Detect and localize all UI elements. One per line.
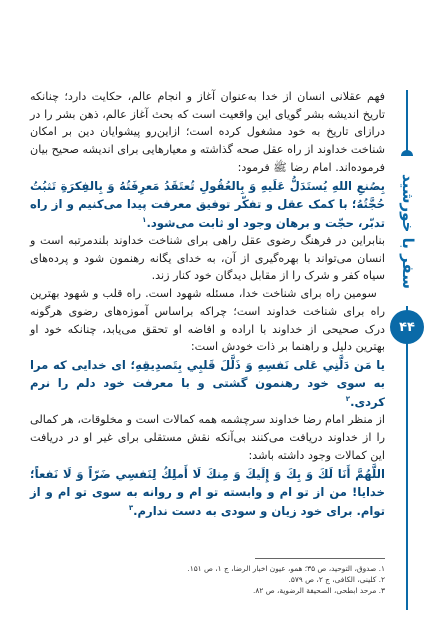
footnote-ref-1: ۱ <box>142 215 147 224</box>
quote-2-text: يا مَن دَلَّنِي عَلى نَفسِهِ وَ ذَلَّلَ قَلبِي بِتَصدِيقِهِ؛ ای خدایی که مرا به سوی خود رهنمون گشتی و با معرفت خود دلم را نرم کردی. <box>30 357 385 409</box>
footnote-ref-3: ۳ <box>128 503 134 512</box>
footnote-3: ۳. مرحد ابطحی، الصحیفة الرضویة، ص ۸۲. <box>253 586 385 596</box>
page-number: ۴۴ <box>399 319 415 335</box>
paragraph-4-text: از منظر امام رضا خداوند سرچشمه همه کمالات است و مخلوقات، هر کمالی را از خداوند دریافت می‌کنند بی‌آنکه نقش مستقلی برای غیر او در دریافت این کمالات وجود داشته باشد: <box>30 413 385 462</box>
footnote-1: ۱. صدوق، التوحید، ص ۳۵؛ همو، عیون اخبار الرضا، ج ۱، ص ۱۵۱. <box>187 564 385 573</box>
quote-1 <box>30 177 385 233</box>
running-head <box>396 156 420 306</box>
running-head-title: سفر با خورشید <box>399 173 417 289</box>
quote-3-text: اللَّهُمَّ أَنَا لَكَ وَ بِكَ وَ إِلَيكَ وَ مِنكَ لَا أَملِكُ لِنَفسِي ضَرّاً وَ لَا نَفعاً؛ خدایا! من از تو ام و وابسته تو ام و روانه به سوی تو ام و از توام. برای خود زیان و سودی به دست ندارم. <box>30 466 385 518</box>
footnote-separator <box>255 558 385 559</box>
footnote-2: ۲. کلینی، الکافی، ج ۲، ص ۵۷۹. <box>288 575 385 585</box>
quote-1-text: بِصُنعِ اللهِ يُستَدَلُّ عَلَيهِ وَ بِالعُقُولِ تُعتَقَدُ مَعرِفَتُهُ وَ بِالفِكرَةِ تَثبُتُ حُجَّتُهُ؛ با کمک عقل و تفکّر توفیق معرفت پیدا می‌کنیم و از راه تدبّر، حجّت و برهان وجود او ثابت می‌شود. <box>30 178 385 230</box>
main-text <box>30 88 385 520</box>
quote-2 <box>30 356 385 412</box>
footnotes <box>60 563 385 597</box>
footnote-ref-2: ۲ <box>345 395 351 404</box>
paragraph-3 <box>30 285 385 356</box>
paragraph-2 <box>30 232 385 285</box>
paragraph-4 <box>30 411 385 464</box>
paragraph-1-text: فهم عقلانی انسان از خدا به‌عنوان آغاز و انجام عالم، حکایت دارد؛ چنانکه تاریخ اندیشه بشر گویای این واقعیت است که بحث آغاز عالم، ذهن بشر را در درازای تاریخ به خود مشغول کرده است؛ ازاین‌رو پیشوایان دین بر امکان شناخت خداوند از راه عقل صحه گذاشته و معیارهایی برای اندیشه صحیح بیان فرموده‌اند. امام رضا <box>30 90 385 174</box>
salutation-mark-1: ﷺ <box>273 160 291 174</box>
paragraph-1-end: فرمود: <box>237 160 274 174</box>
page-number-badge <box>390 310 424 344</box>
paragraph-3-text: سومین راه برای شناخت خدا، مسئله شهود است. راه قلب و شهود بهترین راه برای شناخت خداوند است؛ چراکه براساس آموزه‌های رضوی هرگونه درک صحیحی از خداوند با اراده و افاضه او تحقق می‌یابد، چنانکه خود او بهترین دلیل و راهنما بر ذات خودش است: <box>30 287 385 354</box>
quote-3 <box>30 465 385 521</box>
paragraph-2-text: بنابراین در فرهنگ رضوی عقل راهی برای شناخت خداوند بلندمرتبه است و انسان می‌تواند با بهره‌گیری از آن، به خدای یگانه رهنمون شود و پرده‌های سیاه کفر و شرک را از مقابل دیدگان خود کنار زند. <box>30 234 385 283</box>
paragraph-1 <box>30 88 385 177</box>
